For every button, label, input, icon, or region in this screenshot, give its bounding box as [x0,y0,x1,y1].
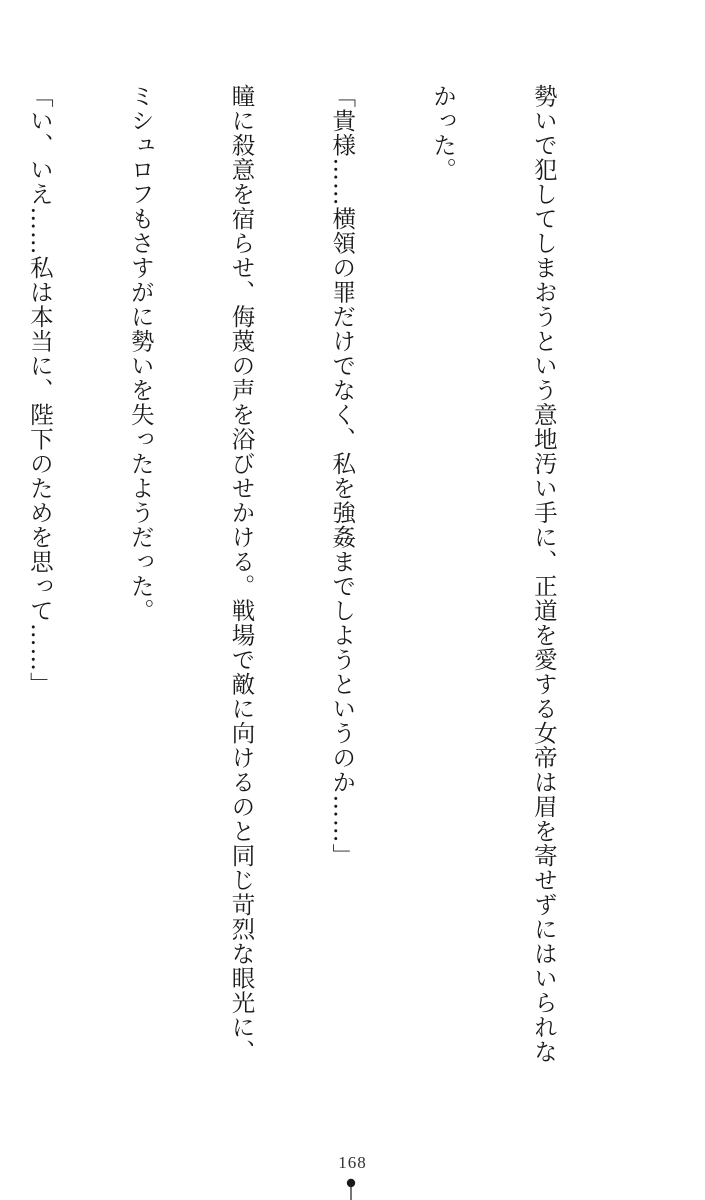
text-line: 「い、いえ……私は本当に、陛下のためを思って……」 [25,84,54,697]
page-number: 168 [338,1153,367,1172]
text-line: 勢いで犯してしまおうという意地汚い手に、正道を愛する女帝は眉を寄せずにはいられな [529,84,558,1064]
text-line: 瞳に殺意を宿らせ、侮蔑の声を浴びせかける。戦場で敵に向けるのと同じ苛烈な眼光に、 [227,84,256,1064]
body-text [0,84,627,1084]
text-line: ミシュロフもさすがに勢いを失ったようだった。 [126,84,155,623]
page-marker-icon [345,1178,357,1200]
text-line: 「貴様……横領の罪だけでなく、私を強姦までしようというのか……」 [328,84,357,868]
text-line: かった。 [429,84,458,182]
